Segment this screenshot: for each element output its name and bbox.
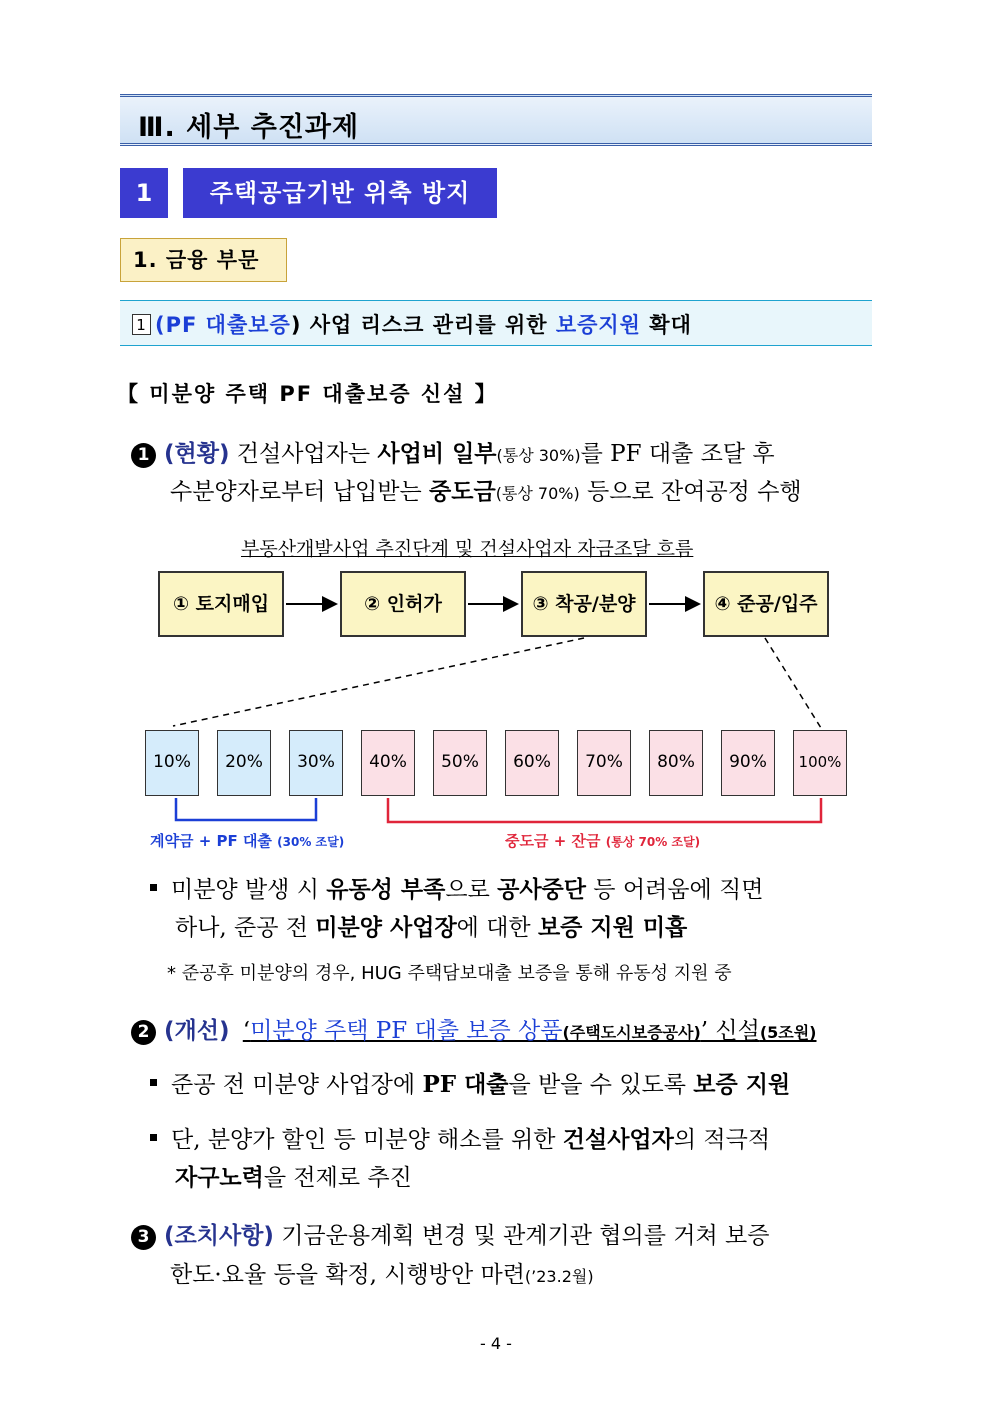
blue-bracket bbox=[176, 798, 316, 820]
pct-box: 80% bbox=[649, 730, 703, 796]
p1-text-b: 사업비 일부 bbox=[377, 440, 497, 467]
b3-l2-b: 을 전제로 추진 bbox=[263, 1165, 412, 1191]
caption-right-small: (통상 70% 조달) bbox=[605, 835, 701, 849]
marker-2: 2 bbox=[131, 1020, 156, 1045]
b1-a: 미분양 발생 시 bbox=[171, 877, 327, 903]
pct-box: 100% bbox=[793, 730, 847, 796]
stage-permit: ② 인허가 bbox=[340, 571, 466, 637]
task-number: 1 bbox=[132, 314, 151, 335]
task-highlight: 보증지원 bbox=[555, 313, 641, 337]
caption-left-small: (30% 조달) bbox=[277, 835, 345, 849]
p1-line2-d: 등으로 잔여공정 수행 bbox=[579, 479, 802, 505]
caption-left-main: 계약금 + PF 대출 bbox=[150, 832, 272, 850]
b1-d: 공사중단 bbox=[497, 876, 586, 903]
diagram-title: 부동산개발사업 추진단계 및 건설사업자 자금조달 흐름 bbox=[241, 538, 694, 560]
item-number-box: 1 bbox=[120, 168, 168, 218]
b1-l2-b: 미분양 사업장 bbox=[315, 914, 457, 941]
b1-c: 으로 bbox=[445, 877, 498, 903]
pct-box: 10% bbox=[145, 730, 199, 796]
product-amount: (5조원) bbox=[759, 1023, 817, 1042]
p3-line1: 기금운용계획 변경 및 관계기관 협의를 거쳐 보증 bbox=[273, 1223, 770, 1249]
label-action: (조치사항) bbox=[164, 1223, 274, 1249]
item-title-box: 주택공급기반 위축 방지 bbox=[183, 168, 497, 218]
pct-box: 60% bbox=[505, 730, 559, 796]
dashed-expand-right bbox=[765, 638, 821, 728]
red-bracket bbox=[388, 798, 821, 822]
marker-1: 1 bbox=[131, 443, 156, 468]
b3-c: 의 적극적 bbox=[673, 1127, 771, 1153]
bullet-marker bbox=[150, 884, 157, 891]
b3-a: 단, 분양가 할인 등 미분양 해소를 위한 bbox=[171, 1127, 563, 1153]
p2-quote-open: ‘ bbox=[242, 1018, 251, 1044]
label-improvement: (개선) bbox=[164, 1018, 230, 1044]
b2-c: 을 받을 수 있도록 bbox=[508, 1072, 694, 1098]
b2-a: 준공 전 미분양 사업장에 bbox=[171, 1072, 423, 1098]
product-line bbox=[243, 1018, 817, 1044]
p2-quote-close: ’ 신설 bbox=[700, 1018, 760, 1044]
b2-b: PF 대출 bbox=[422, 1071, 509, 1098]
caption-left bbox=[150, 830, 344, 851]
stage-land-purchase: ① 토지매입 bbox=[158, 571, 284, 637]
page-number: - 4 - bbox=[480, 1334, 512, 1353]
label-current: (현황) bbox=[164, 441, 230, 467]
p1-text-a: 건설사업자는 bbox=[229, 441, 378, 467]
p1-text-c: (통상 30%) bbox=[496, 446, 581, 465]
pct-box: 70% bbox=[577, 730, 631, 796]
bullet-selfhelp-2 bbox=[175, 1159, 412, 1197]
bracket-title: 【 미분양 주택 PF 대출보증 신설 】 bbox=[117, 382, 498, 406]
p1-text-d: 를 PF 대출 조달 후 bbox=[580, 441, 775, 467]
stage-completion: ④ 준공/입주 bbox=[703, 571, 829, 637]
p1-line2-a: 수분양자로부터 납입받는 bbox=[170, 479, 430, 505]
p3-line2: 한도·요율 등을 확정, 시행방안 마련 bbox=[170, 1262, 525, 1288]
b1-e: 등 어려움에 직면 bbox=[585, 877, 764, 903]
b1-l2-a: 하나, 준공 전 bbox=[175, 915, 316, 941]
bullet-marker bbox=[150, 1134, 157, 1141]
pct-box: 30% bbox=[289, 730, 343, 796]
stage-construction-sale: ③ 착공/분양 bbox=[521, 571, 647, 637]
pct-box: 40% bbox=[361, 730, 415, 796]
bullet-guarantee bbox=[150, 1066, 790, 1104]
b3-l2-a: 자구노력 bbox=[175, 1164, 264, 1191]
paragraph-action-2 bbox=[170, 1256, 594, 1296]
caption-right-main: 중도금 + 잔금 bbox=[505, 832, 601, 850]
task-paren: ( bbox=[155, 313, 166, 337]
b2-d: 보증 지원 bbox=[693, 1071, 791, 1098]
b3-b: 건설사업자 bbox=[562, 1126, 674, 1153]
b1-l2-c: 에 대한 bbox=[456, 915, 538, 941]
bullet-selfhelp-1 bbox=[150, 1121, 770, 1159]
paragraph-improvement bbox=[131, 1012, 817, 1052]
p1-line2-c: (통상 70%) bbox=[495, 484, 580, 503]
marker-3: 3 bbox=[131, 1225, 156, 1250]
p3-date: (’23.2월) bbox=[524, 1267, 594, 1286]
task-middle: ) 사업 리스크 관리를 위한 bbox=[290, 313, 556, 337]
footnote: * 준공후 미분양의 경우, HUG 주택담보대출 보증을 통해 유동성 지원 중 bbox=[167, 963, 732, 984]
product-org: (주택도시보증공사) bbox=[562, 1023, 701, 1042]
task-end: 확대 bbox=[640, 313, 692, 337]
b1-b: 유동성 부족 bbox=[326, 876, 446, 903]
pct-box: 90% bbox=[721, 730, 775, 796]
bullet-liquidity-2 bbox=[175, 909, 687, 947]
bullet-liquidity-1 bbox=[150, 871, 763, 909]
caption-right bbox=[505, 830, 700, 851]
paragraph-action-1 bbox=[131, 1217, 769, 1255]
p1-line2-b: 중도금 bbox=[429, 478, 496, 505]
pct-box: 20% bbox=[217, 730, 271, 796]
subsection-title: 1. 금융 부문 bbox=[120, 238, 287, 282]
section-header-title: Ⅲ. 세부 추진과제 bbox=[138, 112, 360, 143]
bullet-marker bbox=[150, 1079, 157, 1086]
b1-l2-d: 보증 지원 미흡 bbox=[537, 914, 688, 941]
product-name: 미분양 주택 PF 대출 보증 상품 bbox=[250, 1018, 563, 1044]
dashed-expand-left bbox=[173, 638, 584, 726]
task-keyword: PF 대출보증 bbox=[165, 313, 291, 337]
pct-box: 50% bbox=[433, 730, 487, 796]
